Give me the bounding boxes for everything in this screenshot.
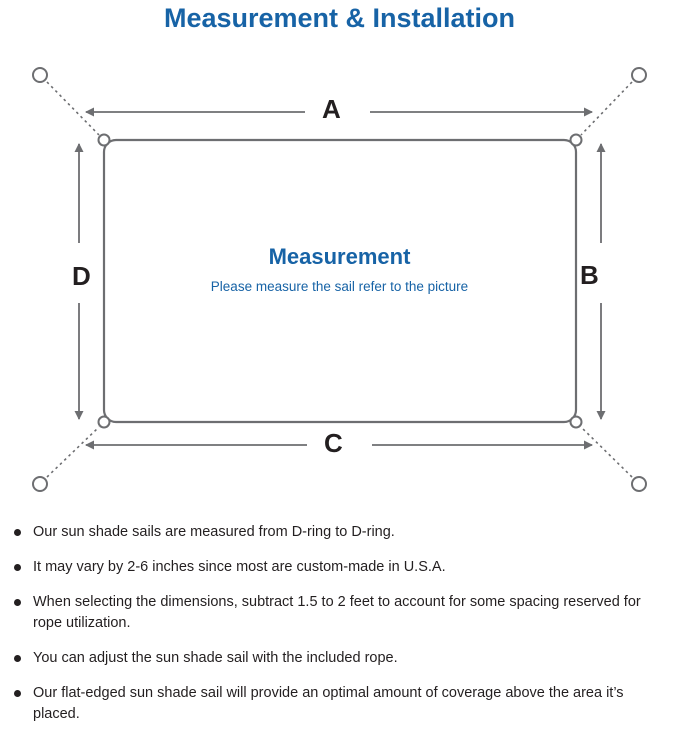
note-text: When selecting the dimensions, subtract 1.5 to 2 feet to account for some spacing reserved for rope utilization. <box>33 594 641 631</box>
rope-top-right <box>581 82 632 135</box>
note-text: Our sun shade sails are measured from D-ring to D-ring. <box>33 524 395 540</box>
d-ring-bottom-right <box>571 417 582 428</box>
notes-list <box>0 522 679 739</box>
anchor-point-bottom-right <box>632 477 646 491</box>
note-text: It may vary by 2-6 inches since most are custom-made in U.S.A. <box>33 559 446 575</box>
anchor-point-top-right <box>632 68 646 82</box>
bullet-icon <box>14 599 21 606</box>
list-item <box>0 592 679 634</box>
diagram-center-title: Measurement <box>268 244 411 269</box>
note-text: Our flat-edged sun shade sail will provide an optimal amount of coverage above the area it’s placed. <box>33 685 624 722</box>
rope-bottom-left <box>47 427 99 477</box>
anchor-point-bottom-left <box>33 477 47 491</box>
rope-top-left <box>47 82 99 135</box>
d-ring-top-left <box>99 135 110 146</box>
list-item <box>0 522 679 543</box>
anchor-point-top-left <box>33 68 47 82</box>
bullet-icon <box>14 529 21 536</box>
bullet-icon <box>14 690 21 697</box>
dimension-label-a: A <box>322 94 341 124</box>
list-item <box>0 683 679 725</box>
page-title: Measurement & Installation <box>163 3 516 33</box>
dimension-label-b: B <box>580 260 599 290</box>
rope-bottom-right <box>581 427 632 477</box>
note-text: You can adjust the sun shade sail with the included rope. <box>33 650 398 666</box>
list-item <box>0 648 679 669</box>
diagram-center-subtitle: Please measure the sail refer to the picture <box>210 279 469 294</box>
dimension-label-c: C <box>324 428 343 458</box>
d-ring-top-right <box>571 135 582 146</box>
d-ring-bottom-left <box>99 417 110 428</box>
list-item <box>0 557 679 578</box>
bullet-icon <box>14 564 21 571</box>
bullet-icon <box>14 655 21 662</box>
dimension-label-d: D <box>72 261 91 291</box>
